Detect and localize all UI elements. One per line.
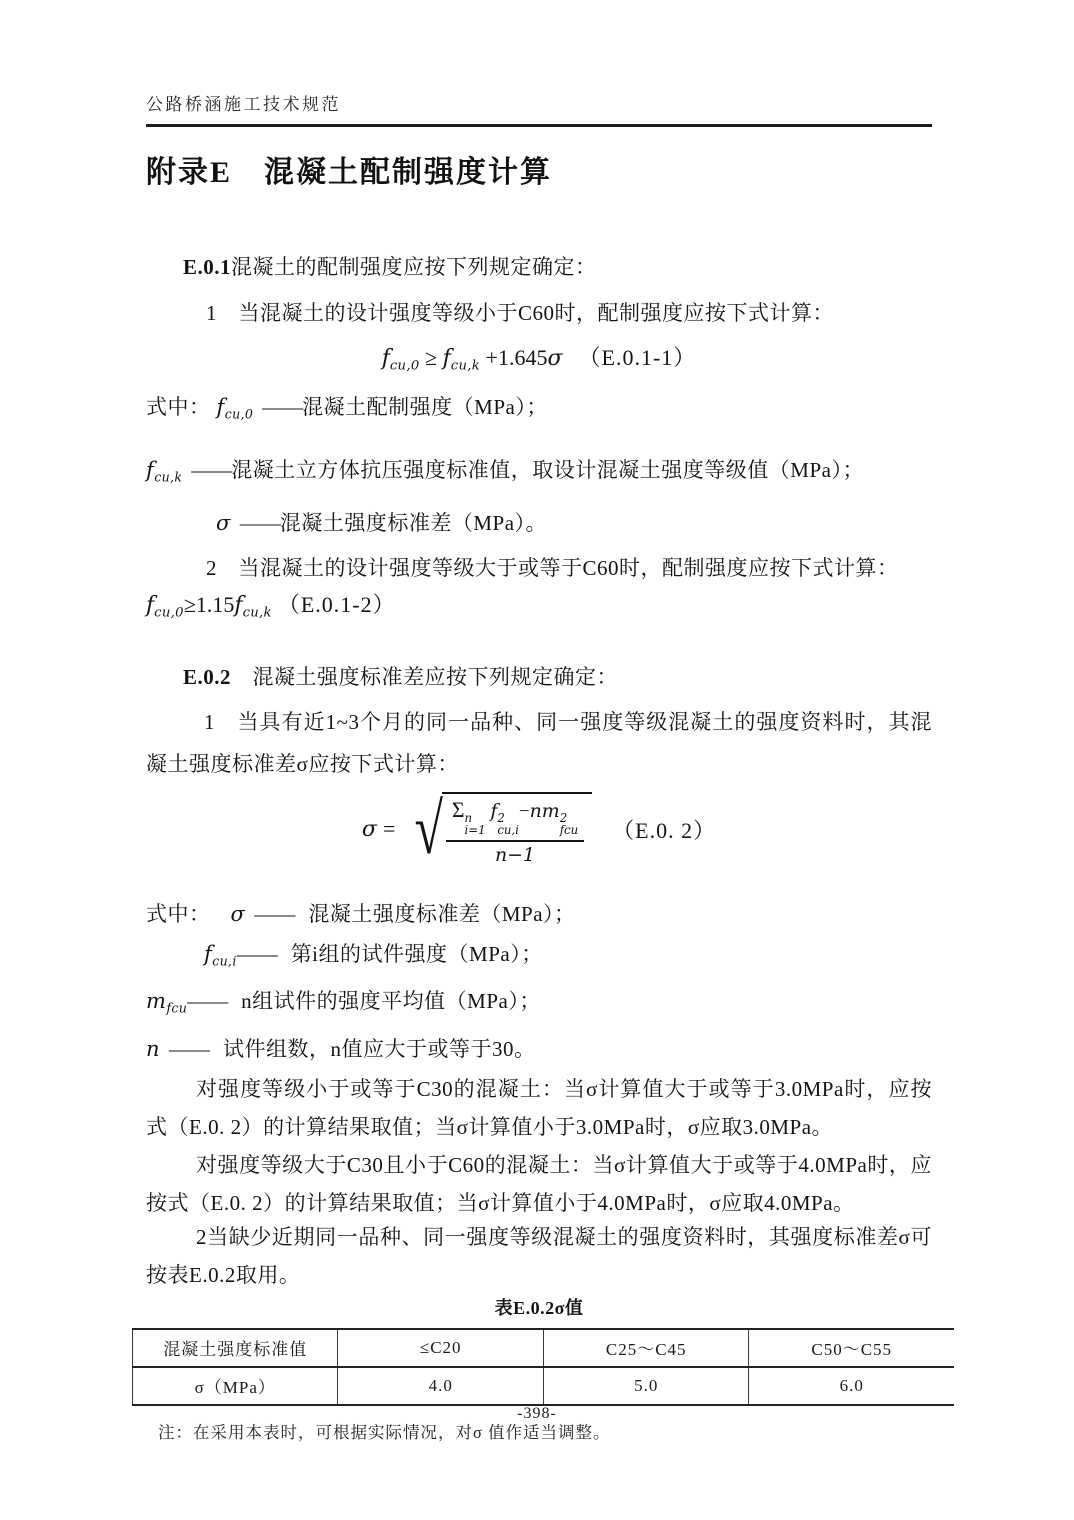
math-var: n — [146, 1036, 161, 1061]
em-dash: —— — [262, 394, 303, 419]
equation-e012 — [146, 588, 932, 621]
math-sub: cu,0 — [389, 358, 420, 374]
equation-e02 — [146, 787, 932, 871]
where-clause-row — [146, 984, 932, 1025]
math-sum: Σ — [451, 797, 465, 822]
sigma-table — [132, 1328, 954, 1406]
table-cell: 4.0 — [338, 1367, 543, 1405]
radical-sign: √ — [414, 789, 444, 870]
math-sub: cu,k — [450, 358, 481, 374]
table-row — [133, 1329, 955, 1367]
table-note: 注：在采用本表时，可根据实际情况，对σ 值作适当调整。 — [158, 1422, 611, 1442]
equation-number: （E.0. 2） — [612, 817, 717, 843]
where-clause-row — [146, 453, 932, 494]
f-supsub: 2 cu,i — [497, 810, 519, 838]
table-cell: C25～C45 — [543, 1329, 748, 1367]
math-geq: ≥ — [425, 345, 438, 370]
where-clause-row — [146, 897, 932, 931]
where-prefix: 式中： — [146, 394, 211, 419]
math-var-f: f — [442, 346, 451, 371]
math-sub: fcu — [166, 1000, 188, 1016]
sum-limits: n i=1 — [464, 810, 486, 838]
where-desc: 混凝土强度标准差（MPa）。 — [279, 511, 548, 536]
math-var-f: f — [146, 593, 155, 619]
table-cell: C50～C55 — [749, 1329, 954, 1367]
math-sub: cu,0 — [224, 406, 254, 422]
table-cell: 5.0 — [543, 1367, 748, 1405]
math-var: f — [204, 942, 213, 967]
where-clause-row — [146, 1032, 932, 1066]
where-desc: n组试件的强度平均值（MPa）； — [241, 989, 541, 1014]
math-sub: cu,0 — [154, 606, 184, 622]
math-term: +1.645 — [485, 345, 548, 370]
page-content — [146, 0, 932, 1443]
clause-text: 混凝土强度标准差应按下列规定确定： — [231, 665, 619, 690]
where-desc: 试件组数，n值应大于或等于30。 — [223, 1036, 536, 1061]
clause-text: 混凝土的配制强度应按下列规定确定： — [231, 255, 597, 279]
math-sigma: σ — [230, 902, 246, 927]
math-minus: − — [518, 800, 530, 822]
em-dash: —— — [191, 458, 232, 483]
math-equals: = — [382, 816, 396, 842]
clause-label: E.0.1 — [183, 255, 232, 279]
clause-e02-item1: 1 当具有近1~3个月的同一品种、同一强度等级混凝土的强度资料时，其混凝土强度标准差σ应按下式计算： — [146, 710, 932, 777]
equation-e011 — [146, 341, 932, 374]
where-clause-row — [146, 506, 932, 540]
math-var-f: f — [381, 346, 390, 371]
where-desc: 混凝土立方体抗压强度标准值，取设计混凝土强度等级值（MPa）； — [231, 458, 864, 483]
math-sub: cu,i — [212, 953, 237, 969]
math-var: f — [216, 394, 225, 419]
em-dash: —— — [254, 902, 295, 927]
em-dash: —— — [187, 989, 228, 1014]
math-coef: 1.15 — [195, 592, 235, 618]
where-prefix: 式中： — [146, 902, 211, 927]
math-var: f — [146, 458, 155, 483]
math-var-nm: nm — [529, 799, 560, 822]
table-cell: σ（MPa） — [194, 1378, 276, 1398]
em-dash: —— — [236, 942, 277, 967]
math-sigma: σ — [361, 816, 377, 842]
table-cell: 混凝土强度标准值 — [133, 1329, 338, 1367]
where-desc: 混凝土强度标准差（MPa）； — [308, 902, 576, 927]
paragraph-sigma-c30: 对强度等级小于或等于C30的混凝土：当σ计算值大于或等于3.0MPa时，应按式（E.0. 2）的计算结果取值；当σ计算值小于3.0MPa时，σ应取3.0MPa。 — [146, 1076, 932, 1139]
page-number: -398- — [517, 1405, 557, 1422]
table-cell: 6.0 — [749, 1367, 954, 1405]
math-denominator: n−1 — [494, 843, 536, 866]
math-var: m — [146, 989, 167, 1014]
clause-e01-item2: 2 当混凝土的设计强度等级大于或等于C60时，配制强度应按下式计算： — [206, 556, 899, 581]
clause-e02-intro — [146, 661, 932, 693]
where-desc: 第i组的试件强度（MPa）； — [290, 942, 543, 967]
paragraph-table-ref: 2当缺少近期同一品种、同一强度等级混凝土的强度资料时，其强度标准差σ可按表E.0.2取用。 — [146, 1224, 932, 1287]
math-geq: ≥ — [183, 592, 196, 618]
clause-label: E.0.2 — [183, 665, 232, 690]
radical — [409, 789, 592, 870]
math-sigma: σ — [216, 511, 231, 536]
paragraph-sigma-c30-c60: 对强度等级大于C30且小于C60的混凝土：当σ计算值大于或等于4.0MPa时，应按式（E.0. 2）的计算结果取值；当σ计算值小于4.0MPa时，σ应取4.0MPa。 — [146, 1152, 932, 1215]
where-clause-row — [146, 937, 932, 978]
where-clause-row — [146, 390, 932, 431]
math-sub: cu,k — [242, 606, 272, 622]
clause-e01-item1: 1 当混凝土的设计强度等级小于C60时，配制强度应按下式计算： — [206, 301, 835, 325]
table-cell: ≤C20 — [338, 1329, 543, 1367]
math-var-f: f — [490, 799, 498, 822]
math-var-f: f — [234, 593, 243, 619]
running-header: 公路桥涵施工技术规范 — [146, 90, 932, 127]
nm-supsub: 2 fcu — [559, 810, 579, 838]
clause-e01-intro — [146, 251, 932, 283]
table-row — [133, 1367, 955, 1405]
em-dash: —— — [169, 1036, 210, 1061]
table-caption: 表E.0.2σ值 — [494, 1297, 584, 1318]
where-desc: 混凝土配制强度（MPa）； — [302, 394, 548, 419]
math-sub: cu,k — [154, 469, 183, 485]
math-sigma: σ — [547, 346, 563, 371]
equation-number: （E.0.1-2） — [277, 592, 396, 618]
page-title: 附录E 混凝土配制强度计算 — [146, 156, 553, 189]
em-dash: —— — [239, 511, 280, 536]
equation-number: （E.0.1-1） — [578, 345, 697, 370]
